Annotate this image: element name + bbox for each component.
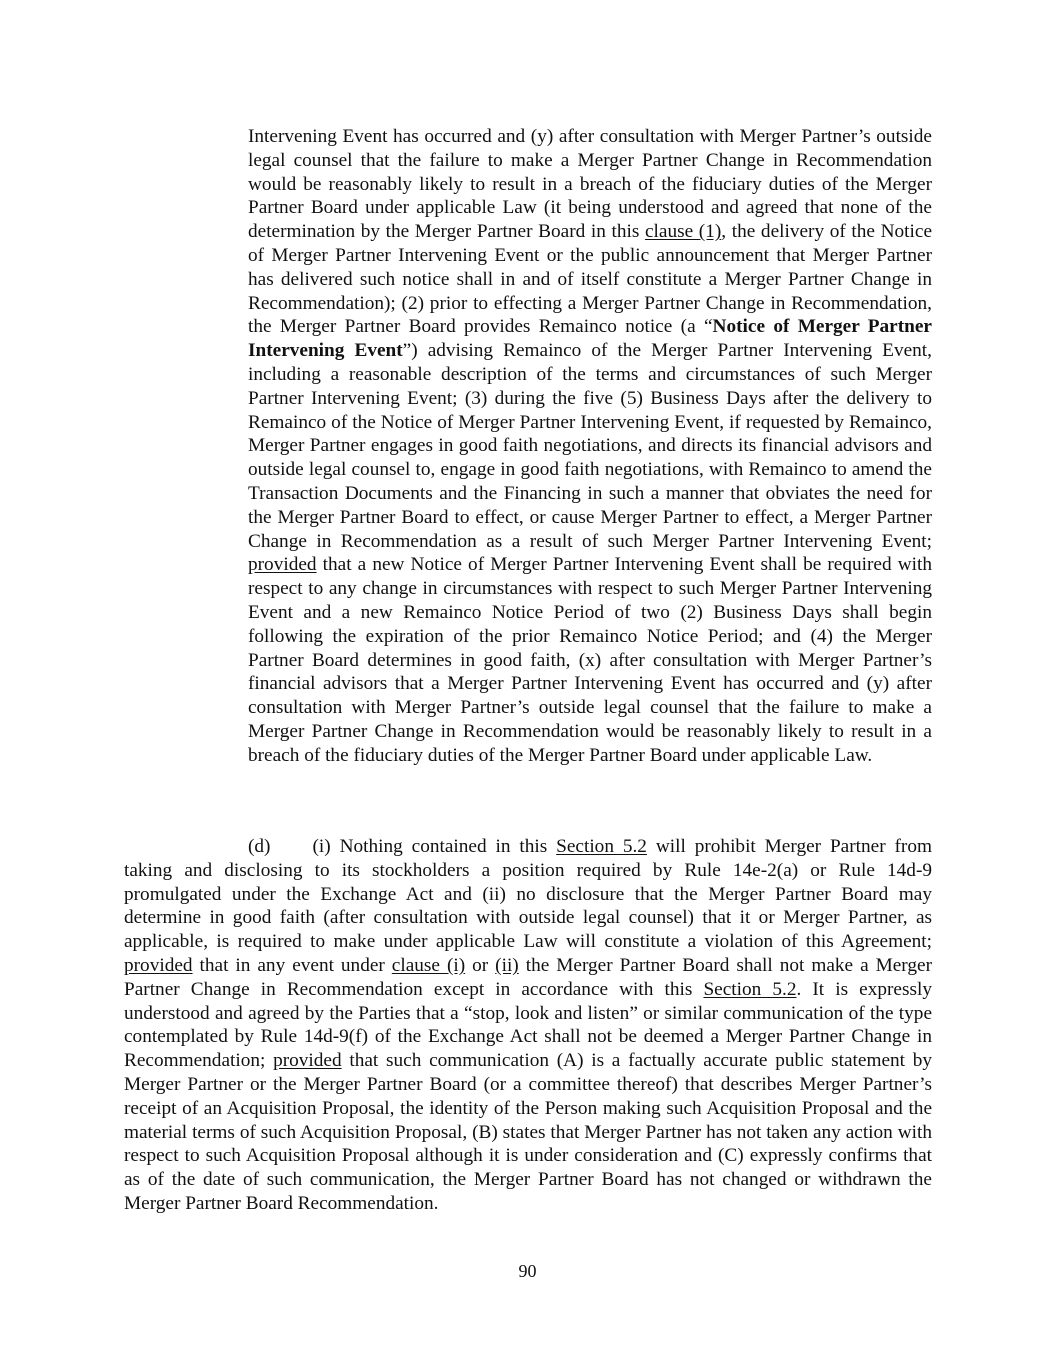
- text-run: that a new Notice of Merger Partner Intervening Event shall be required with respect to any change in circumstances with respect to such Merger Partner Intervening Event and a new Remainco Notice Period of two (2) Business Days shall begin following the expiration of the prior Remainco Notice Period; and (4) the Merger Partner Board determines in good faith, (x) after consultation with Merger Partner’s financial advisors that a Merger Partner Intervening Event has occurred and (y) after consultation with Merger Partner’s outside legal counsel that the failure to make a Merger Partner Change in Recommendation would be reasonably likely to result in a breach of the fiduciary duties of the Merger Partner Board under applicable Law.: [248, 554, 932, 766]
- clause-ii-reference: (ii): [495, 954, 519, 976]
- section-reference: Section 5.2: [556, 836, 647, 857]
- provided-term: provided: [273, 1050, 342, 1072]
- text-run: that in any event under: [192, 954, 392, 976]
- text-run: will prohibit Merger Partner from taking and disclosing to its stockholders a position required by Rule 14e-2(a) or Rule 14d-9 promulgated under the Exchange Act and (ii) no disclosure that the Merger Partner Board may determine in good faith (after consultation with outside legal counsel) that it or Merger Partner, as applicable, is required to make under applicable Law will constitute a violation of this Agreement;: [124, 836, 932, 953]
- text-run: the Merger Partner Board shall not make a Merger Partner Change in Recommendation except in accordance with this: [124, 954, 933, 1000]
- defined-term: Notice of Merger Partner Intervening Event: [248, 316, 932, 362]
- provided-term: provided: [124, 954, 193, 976]
- text-run: Intervening Event has occurred and (y) after consultation with Merger Partner’s outside legal counsel that the failure to make a Merger Partner Change in Recommendation would be reasonably likely to result in a breach of the fiduciary duties of the Merger Partner Board under applicable Law (it being understood and agreed that none of the determination by the Merger Partner Board in this: [248, 126, 932, 243]
- text-run: . It is expressly understood and agreed by the Parties that a “stop, look and listen” or similar communication of the type contemplated by Rule 14d-9(f) of the Exchange Act shall not be deemed a Merger Partner Change in Recommendation;: [124, 978, 932, 1072]
- text-run: that such communication (A) is a factually accurate public statement by Merger Partner or the Merger Partner Board (or a committee thereof) that describes Merger Partner’s receipt of an Acquisition Proposal, the identity of the Person making such Acquisition Proposal and the material terms of such Acquisition Proposal, (B) states that Merger Partner has not taken any action with respect to such Acquisition Proposal although it is under consideration and (C) expressly confirms that as of the date of such communication, the Merger Partner Board has not changed or withdrawn the Merger Partner Board Recommendation.: [124, 1050, 933, 1214]
- page-number: 90: [518, 1261, 537, 1281]
- text-run: (i) Nothing contained in this: [312, 836, 557, 857]
- paragraph-c-continuation: [248, 125, 932, 768]
- paragraph-label: (d): [248, 836, 271, 857]
- clause-i-reference: clause (i): [391, 954, 466, 976]
- text-run: or: [465, 954, 496, 976]
- paragraph-d: [124, 835, 932, 1216]
- text-run: , the delivery of the Notice of Merger Partner Intervening Event or the public announcement that Merger Partner has delivered such notice shall in and of itself constitute a Merger Partner Change in Recommendation); (2) prior to effecting a Merger Partner Change in Recommendation, the Merger Partner Board provides Remainco notice (a “: [248, 221, 932, 338]
- section-reference: Section 5.2: [703, 978, 797, 1000]
- clause-1-reference: clause (1): [645, 221, 722, 243]
- provided-term: provided: [248, 554, 317, 576]
- text-run: ”) advising Remainco of the Merger Partner Intervening Event, including a reasonable description of the terms and circumstances of such Merger Partner Intervening Event; (3) during the five (5) Business Days after the delivery to Remainco of the Notice of Merger Partner Intervening Event, if requested by Remainco, Merger Partner engages in good faith negotiations, and directs its financial advisors and outside legal counsel to, engage in good faith negotiations, with Remainco to amend the Transaction Documents and the Financing in such a manner that obviates the need for the Merger Partner Board to effect, or cause Merger Partner to effect, a Merger Partner Change in Recommendation as a result of such Merger Partner Intervening Event;: [248, 340, 932, 552]
